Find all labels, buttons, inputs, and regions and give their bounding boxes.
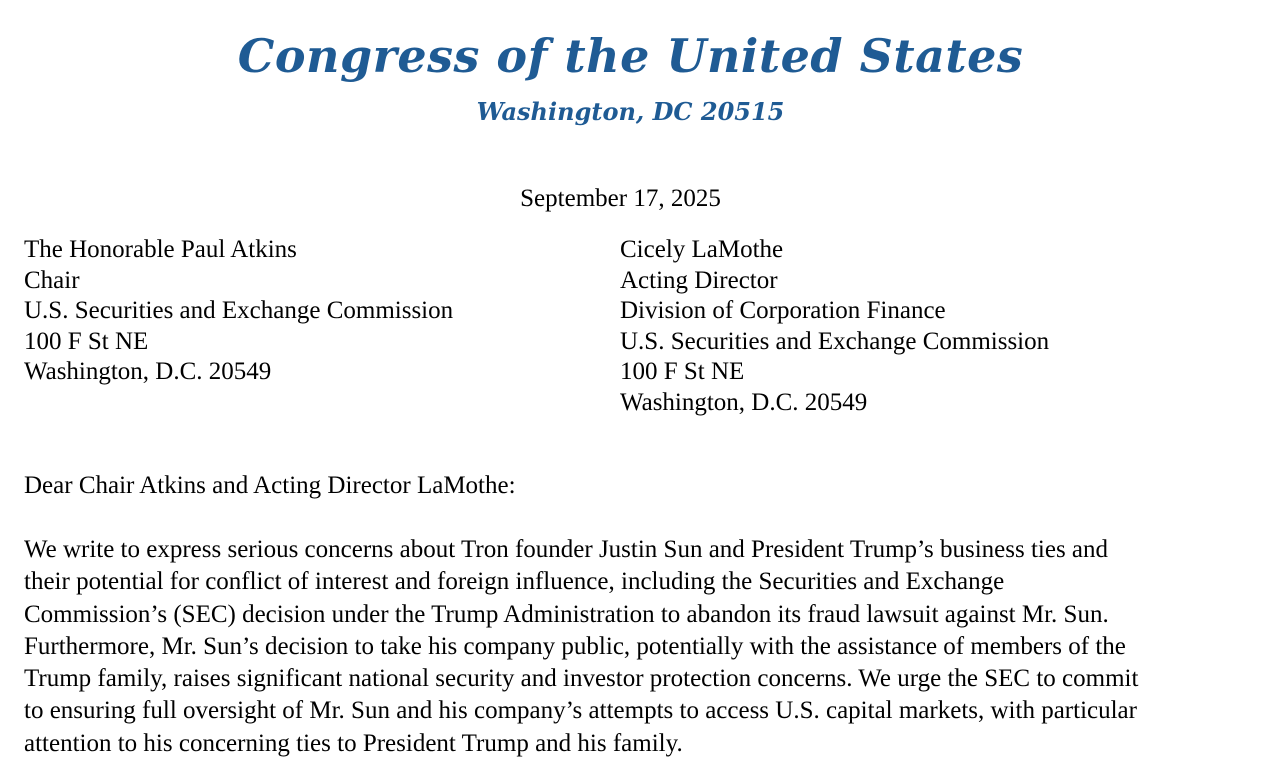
body-line: their potential for conflict of interest and foreign influence, including the Securities and Exchange (24, 568, 1005, 596)
address-line: 100 F St NE (24, 327, 149, 355)
body-paragraph (24, 534, 1224, 760)
body-line: Trump family, raises significant national security and investor protection concerns. We urge the SEC to commit (24, 665, 1139, 693)
body-line: Commission’s (SEC) decision under the Trump Administration to abandon its fraud lawsuit against Mr. Sun. (24, 600, 1109, 628)
address-line: Acting Director (620, 266, 778, 294)
letterhead-subtitle: Washington, DC 20515 (476, 97, 785, 126)
body-line: to ensuring full oversight of Mr. Sun and his company’s attempts to access U.S. capital markets, with particular (24, 697, 1137, 725)
address-line: Washington, D.C. 20549 (620, 388, 868, 416)
address-line: Division of Corporation Finance (620, 297, 946, 324)
body-line: Furthermore, Mr. Sun’s decision to take his company public, potentially with the assistance of members of the (24, 632, 1126, 660)
body-line: attention to his concerning ties to President Trump and his family. (24, 729, 683, 757)
letterhead-title: Congress of the United States (237, 29, 1024, 83)
address-line: Cicely LaMothe (620, 236, 784, 263)
address-line: U.S. Securities and Exchange Commission (24, 297, 454, 324)
address-line: Chair (24, 266, 80, 294)
address-line: Washington, D.C. 20549 (24, 358, 272, 385)
address-line: U.S. Securities and Exchange Commission (620, 327, 1050, 355)
recipient-address-left (24, 235, 453, 388)
body-line: We write to express serious concerns about Tron founder Justin Sun and President Trump’s business ties and (24, 536, 1109, 563)
letter-date: September 17, 2025 (520, 185, 721, 212)
recipient-address-right (620, 235, 1049, 418)
salutation: Dear Chair Atkins and Acting Director LaMothe: (24, 472, 516, 499)
address-line: 100 F St NE (620, 358, 745, 385)
address-line: The Honorable Paul Atkins (24, 236, 297, 263)
